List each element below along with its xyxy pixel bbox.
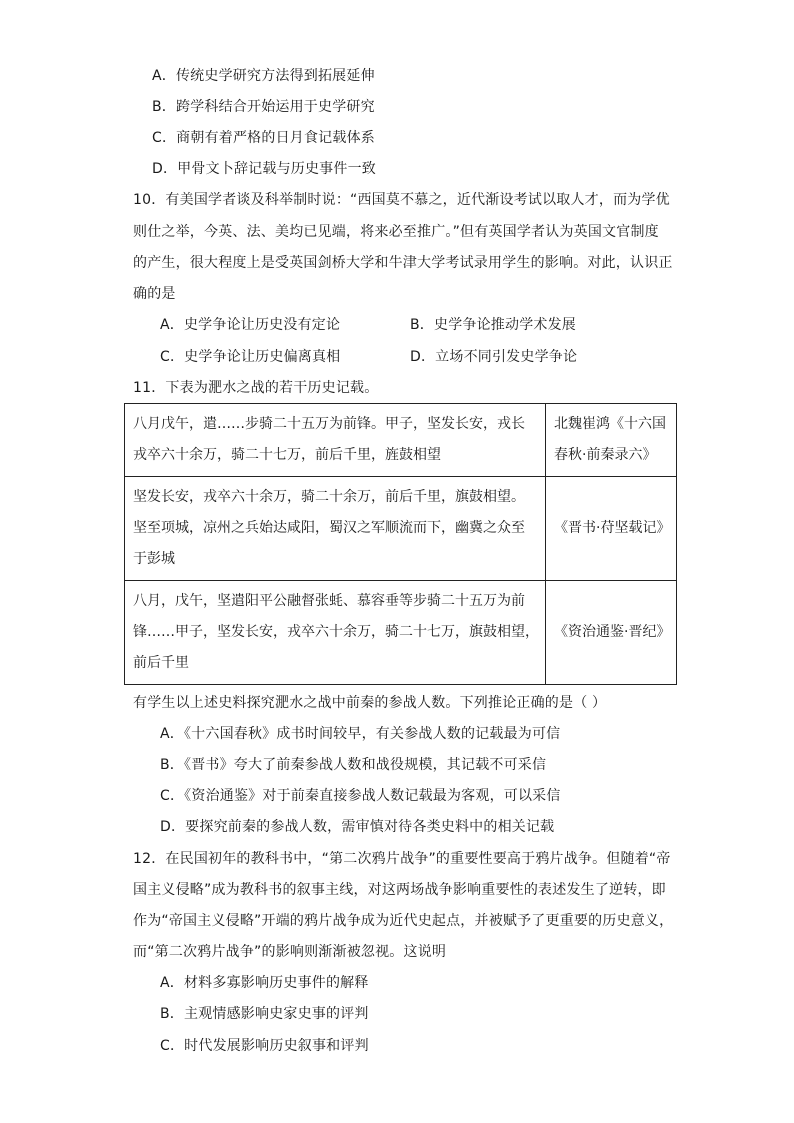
q10-option-a: A．史学争论让历史没有定论 [160, 317, 341, 333]
record-text-line: 戎卒六十余万，骑二十七万，前后千里，旌鼓相望 [133, 447, 441, 463]
q12-option-a: A．材料多寡影响历史事件的解释 [160, 975, 369, 991]
record-text-line: 八月，戊午，坚遣阳平公融督张蚝、慕容垂等步骑二十五万为前 [133, 593, 525, 609]
q9-option-c: C．商朝有着严格的日月食记载体系 [152, 130, 375, 146]
table-row [125, 404, 677, 477]
q11-option-d: D．要探究前秦的参战人数，需审慎对待各类史料中的相关记载 [160, 819, 555, 835]
record-source-line: 春秋·前秦录六》 [554, 447, 657, 463]
table-row [125, 581, 677, 685]
record-text-cell [125, 477, 546, 581]
table-row [125, 477, 677, 581]
record-source-cell [546, 404, 677, 477]
q11-option-a: A．《十六国春秋》成书时间较早，有关参战人数的记载最为可信 [160, 726, 561, 742]
record-text-cell [125, 581, 546, 685]
q10-stem-line-2: 则仕之举，今英、法、美均已见端，将来必至推广。”但有英国学者认为英国文官制度 [133, 224, 659, 240]
record-source-line: 《晋书·苻坚载记》 [554, 520, 671, 536]
record-text-line: 坚发长安，戎卒六十余万，骑二十余万，前后千里，旗鼓相望。 [133, 489, 525, 505]
q9-option-d: D．甲骨文卜辞记载与历史事件一致 [152, 161, 376, 177]
q12-option-c: C．时代发展影响历史叙事和评判 [160, 1038, 369, 1054]
q10-option-b: B．史学争论推动学术发展 [410, 317, 577, 333]
record-text-line: 锋……甲子，坚发长安，戎卒六十余万，骑二十七万，旗鼓相望， [133, 624, 539, 640]
record-text-line: 于彭城 [133, 551, 175, 567]
q9-option-b: B．跨学科结合开始运用于史学研究 [152, 99, 375, 115]
q11-intro: 11．下表为淝水之战的若干历史记载。 [133, 380, 379, 396]
q10-stem-line-4: 确的是 [133, 286, 176, 302]
q10-option-d: D．立场不同引发史学争论 [410, 349, 578, 365]
q12-stem-line-3: 作为“帝国主义侵略”开端的鸦片战争成为近代史起点，并被赋予了更重要的历史意义， [133, 913, 674, 929]
record-text-cell [125, 404, 546, 477]
q10-option-c: C．史学争论让历史偏离真相 [160, 349, 341, 365]
q12-stem-line-1: 12．在民国初年的教科书中，“第二次鸦片战争”的重要性要高于鸦片战争。但随着“帝 [133, 851, 671, 867]
q11-option-b: B．《晋书》夸大了前秦参战人数和战役规模，其记载不可采信 [160, 757, 547, 773]
record-text-line: 八月戊午，遣……步骑二十五万为前锋。甲子，坚发长安，戎长 [133, 416, 525, 432]
q12-option-b: B．主观情感影响史家史事的评判 [160, 1006, 369, 1022]
record-text-line: 前后千里 [133, 655, 189, 671]
q11-option-c: C．《资治通鉴》对于前秦直接参战人数记载最为客观，可以采信 [160, 788, 561, 804]
record-text-line: 坚至项城，凉州之兵始达咸阳，蜀汉之军顺流而下，幽冀之众至 [133, 520, 525, 536]
q9-option-a: A．传统史学研究方法得到拓展延伸 [152, 68, 375, 84]
history-records-table [124, 403, 677, 685]
q12-stem-line-2: 国主义侵略”成为教科书的叙事主线，对这两场战争影响重要性的表述发生了逆转，即 [133, 882, 666, 898]
record-source-cell [546, 477, 677, 581]
q10-stem-line-1: 10．有美国学者谈及科举制时说：“西国莫不慕之，近代渐设考试以取人才，而为学优 [133, 192, 670, 208]
q12-stem-line-4: 而“第二次鸦片战争”的影响则渐渐被忽视。这说明 [133, 944, 447, 960]
q10-stem-line-3: 的产生，很大程度上是受英国剑桥大学和牛津大学考试录用学生的影响。对此，认识正 [133, 255, 673, 271]
record-source-line: 《资治通鉴·晋纪》 [554, 624, 671, 640]
q11-question: 有学生以上述史料探究淝水之战中前秦的参战人数。下列推论正确的是（ ） [133, 695, 607, 711]
record-source-cell [546, 581, 677, 685]
record-source-line: 北魏崔鸿《十六国 [554, 416, 666, 432]
